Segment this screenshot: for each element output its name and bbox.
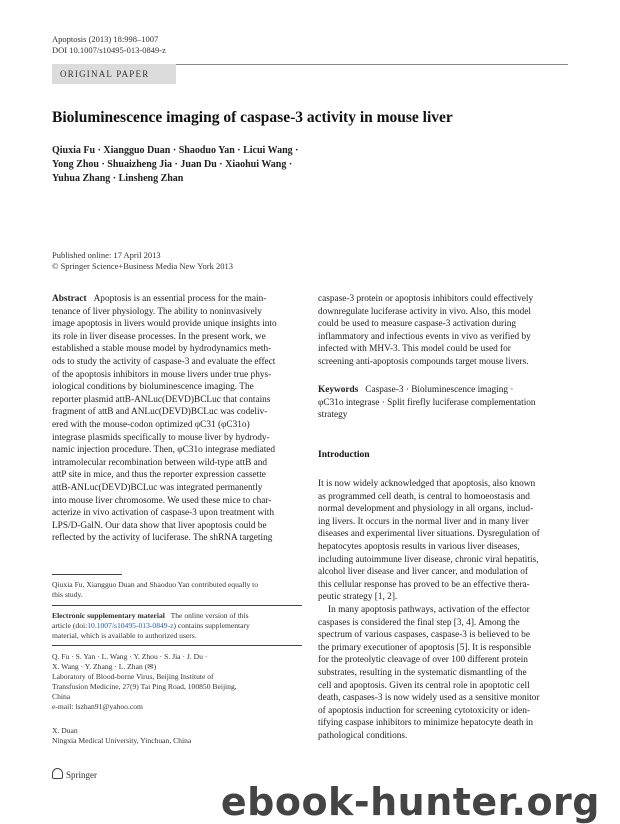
- abstract-line: its role in liver disease processes. In the present work, we: [52, 331, 266, 342]
- abstract-left-column: [52, 293, 304, 545]
- affiliation-line: X. Wang · Y. Zhang · L. Zhan (✉): [52, 662, 157, 671]
- keywords-text: Caspase-3 · Bioluminescence imaging ·: [365, 385, 514, 395]
- intro-line: hepatocytes apoptosis results in various liver diseases,: [318, 541, 520, 552]
- intro-line: spectrum of various caspases, caspase-3 is believed to be: [318, 630, 530, 641]
- watermark-text: ebook-hunter.org: [220, 780, 600, 824]
- keywords-line: [318, 384, 570, 397]
- introduction-heading: Introduction: [318, 450, 370, 460]
- abstract-line: acterize in vivo activation of caspase-3 upon treatment with: [52, 508, 275, 519]
- affiliation-line: Ningxia Medical University, Yinchuan, China: [52, 736, 192, 745]
- abstract-line: [52, 293, 304, 306]
- intro-line: It is now widely acknowledged that apoptosis, also known: [318, 479, 536, 489]
- section-band: [52, 64, 568, 84]
- author-line: Yuhua Zhang · Linsheng Zhan: [52, 173, 184, 184]
- affiliation-email: e-mail: lszhan91@yahoo.com: [52, 702, 143, 711]
- affiliation-line: China: [52, 692, 71, 701]
- keywords-heading: Keywords: [318, 385, 359, 395]
- affiliation-line: Transfusion Medicine, 27(9) Tai Ping Road, 100850 Beijing,: [52, 682, 237, 691]
- esm-heading: Electronic supplementary material: [52, 611, 165, 620]
- footnote-rule: [52, 605, 302, 606]
- esm-footnote: [52, 611, 304, 641]
- esm-text: ) contains supplementary: [173, 621, 250, 630]
- intro-line: peutic strategy [1, 2].: [318, 592, 398, 603]
- doi-reference: DOI 10.1007/s10495-013-0849-z: [52, 45, 166, 55]
- affiliation-line: X. Duan: [52, 726, 78, 735]
- abstract-line: namic injection procedure. Then, φC31o integrase mediated: [52, 445, 276, 456]
- intro-line: ing livers. It occurs in the normal liver and in many liver: [318, 516, 529, 527]
- author-line: Qiuxia Fu · Xiangguo Duan · Shaoduo Yan · Licui Wang ·: [52, 145, 299, 156]
- intro-line: normal development and physiology in all organs, includ-: [318, 504, 534, 515]
- contribution-footnote: [52, 580, 304, 600]
- keywords-block: [318, 384, 570, 422]
- publisher-name: Springer: [66, 770, 97, 780]
- abstract-heading: Abstract: [52, 294, 87, 304]
- copyright-line: © Springer Science+Business Media New York 2013: [52, 261, 233, 271]
- springer-logo: [52, 768, 97, 780]
- introduction-body: [318, 478, 570, 742]
- intro-line: In many apoptosis pathways, activation of the effector: [328, 604, 530, 615]
- intro-line: the primary executioner of apoptosis [5]. It is responsible: [318, 642, 531, 653]
- intro-line: substrates, resulting in the systematic dismantling of the: [318, 667, 527, 678]
- intro-line: death, caspases-3 is now widely used as a sensitive monitor: [318, 693, 540, 704]
- abstract-line: ods to study the activity of caspase-3 and evaluate the effect: [52, 356, 276, 367]
- journal-reference: Apoptosis (2013) 18:998–1007: [52, 34, 159, 44]
- footnote-line: Qiuxia Fu, Xiangguo Duan and Shaoduo Yan contributed equally to: [52, 580, 259, 589]
- abstract-line: could be used to measure caspase-3 activation during: [318, 319, 517, 330]
- footnote-line: [52, 611, 304, 621]
- abstract-line: infected with MHV-3. This model could be used for: [318, 344, 511, 355]
- publication-info: [52, 250, 233, 272]
- abstract-line: downregulate luciferase activity in vivo. Also, this model: [318, 306, 532, 317]
- abstract-line: reflected by the activity of luciferase. The shRNA targeting: [52, 533, 273, 544]
- springer-horse-icon: [52, 768, 63, 779]
- intro-line: tifying caspase inhibitors to minimize hepatocyte death in: [318, 718, 534, 729]
- keywords-line: strategy: [318, 410, 348, 421]
- abstract-line: inflammatory and infectious events in vivo as verified by: [318, 331, 531, 342]
- intro-line: pathological conditions.: [318, 730, 408, 741]
- intro-line: including autoimmune liver disease, chronic viral hepatitis,: [318, 554, 539, 565]
- footnote-rule: [52, 645, 302, 646]
- intro-line: caspases is considered the final step [3, 4]. Among the: [318, 617, 520, 628]
- intro-line: this cellular response has proved to be an effective thera-: [318, 579, 530, 590]
- esm-text: The online version of this: [170, 611, 249, 620]
- footnote-rule: [52, 574, 122, 575]
- abstract-line-text: Apoptosis is an essential process for the main-: [93, 294, 267, 304]
- footnote-line: this study.: [52, 590, 83, 599]
- abstract-line: LPS/D-GalN. Our data show that liver apoptosis could be: [52, 520, 267, 531]
- affiliation-line: Q. Fu · S. Yan · L. Wang · Y. Zhou · S. Jia · J. Du ·: [52, 652, 208, 661]
- abstract-line: established a stable mouse model by hydrodynamics meth-: [52, 344, 272, 355]
- abstract-line: ered with the mouse-codon optimized φC31 (φC31o): [52, 419, 250, 430]
- abstract-line: tenance of liver physiology. The ability to noninvasively: [52, 306, 262, 317]
- abstract-line: attB-ANLuc(DEVD)BCLuc was integrated permanently: [52, 482, 263, 493]
- abstract-line: image apoptosis in livers would provide unique insights into: [52, 319, 277, 330]
- journal-citation: [52, 34, 166, 56]
- esm-text: article (doi:: [52, 621, 88, 630]
- affiliation-block: [52, 652, 304, 712]
- author-list: [52, 144, 372, 186]
- abstract-line: of the apoptosis inhibitors in mouse livers under true phys-: [52, 369, 272, 380]
- abstract-line: attP site in mice, and thus the reporter expression cassette: [52, 470, 266, 481]
- intro-line: alcohol liver disease and liver cancer, and modulation of: [318, 567, 529, 578]
- abstract-line: caspase-3 protein or apoptosis inhibitors could effectively: [318, 294, 534, 304]
- abstract-line: into mouse liver chromosome. We used these mice to char-: [52, 495, 272, 506]
- footnote-line: material, which is available to authorized users.: [52, 631, 197, 640]
- intro-line: as programmed cell death, is central to homoeostasis and: [318, 491, 530, 502]
- abstract-line: integrase plasmids specifically to mouse liver by hydrody-: [52, 432, 270, 443]
- intro-line: diseases and experimental liver situations. Dysregulation of: [318, 529, 540, 540]
- abstract-right-column: [318, 293, 570, 369]
- section-band-rule: [176, 64, 568, 65]
- abstract-line: reporter plasmid attB-ANLuc(DEVD)BCLuc that contains: [52, 394, 271, 405]
- abstract-line: fragment of attB and ANLuc(DEVD)BCLuc was codeliv-: [52, 407, 268, 418]
- abstract-line: intramolecular recombination between wild-type attB and: [52, 457, 268, 468]
- intro-line: of apoptosis induction for screening cytotoxicity or iden-: [318, 705, 530, 716]
- keywords-line: φC31o integrase · Split firefly luciferase complementation: [318, 397, 536, 408]
- intro-line: for the proteolytic cleavage of over 100 different protein: [318, 655, 528, 666]
- published-date: Published online: 17 April 2013: [52, 250, 161, 260]
- section-label: ORIGINAL PAPER: [60, 69, 150, 79]
- author-line: Yong Zhou · Shuaizheng Jia · Juan Du · Xiaohui Wang ·: [52, 159, 293, 170]
- abstract-line: iological conditions by bioluminescence imaging. The: [52, 382, 254, 393]
- footnote-line: [52, 621, 304, 631]
- affiliation-line: Laboratory of Blood-borne Virus, Beijing Institute of: [52, 672, 214, 681]
- intro-line: cell and apoptosis. Given its central role in apoptotic cell: [318, 680, 530, 691]
- abstract-line: screening anti-apoptosis compounds target mouse livers.: [318, 356, 529, 367]
- paper-title: Bioluminescence imaging of caspase-3 activity in mouse liver: [52, 109, 453, 126]
- doi-link[interactable]: 10.1007/s10495-013-0849-z: [87, 621, 174, 630]
- affiliation-block: [52, 726, 304, 746]
